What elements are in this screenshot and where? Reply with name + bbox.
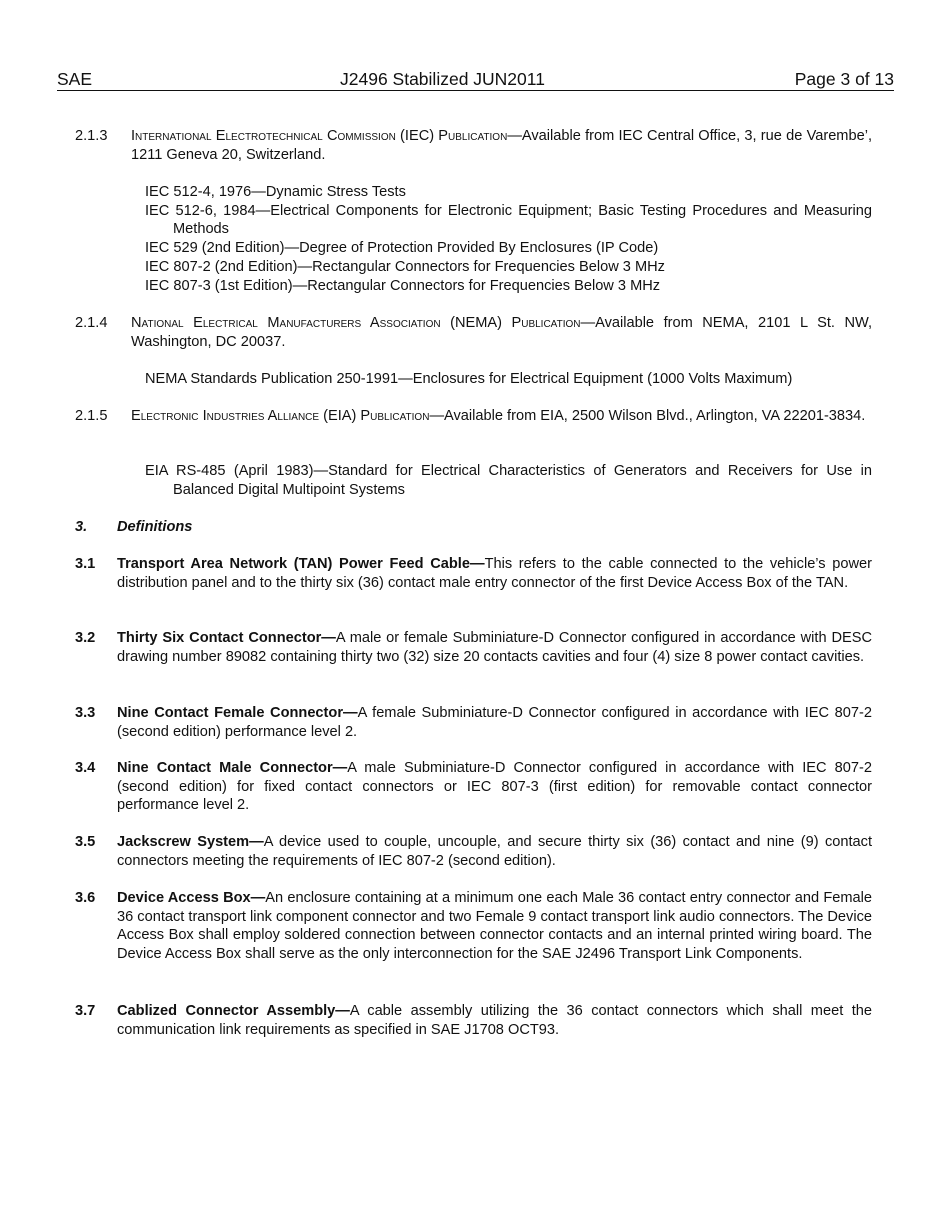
reference-item: IEC 512-6, 1984—Electrical Components for Electronic Equipment; Basic Testing Procedures and Measuring Methods (145, 202, 872, 238)
definition-description: A female Subminiature-D Connector configured in accordance with IEC 807-2 (second edition) performance level 2. (117, 705, 873, 740)
section-text (131, 407, 872, 426)
reference-list-eia (145, 462, 872, 499)
definition-text (117, 759, 872, 815)
header-page-number: Page 3 of 13 (794, 69, 894, 89)
availability-text: —Available from IEC Central Office, 3, rue de Varembe’, 1211 Geneva 20, Switzerland. (131, 128, 872, 163)
definition-number: 3.7 (75, 1003, 96, 1019)
publication-name: Electronic Industries Alliance (EIA) Publication (131, 408, 430, 424)
definition-term: Jackscrew System— (117, 834, 264, 850)
availability-text: —Available from EIA, 2500 Wilson Blvd., Arlington, VA 22201-3834. (429, 408, 866, 424)
definition-description: A cable assembly utilizing the 36 contact connectors which shall meet the communication link requirements as specified in SAE J1708 OCT93. (117, 1003, 872, 1038)
publication-name: International Electrotechnical Commission (IEC) Publication (131, 128, 508, 144)
definition-description: A device used to couple, uncouple, and secure thirty six (36) contact and nine (9) contact connectors meeting the requirements of IEC 807-2 (second edition). (117, 834, 872, 869)
section-text (131, 127, 872, 164)
definition-term: Cablized Connector Assembly— (117, 1003, 350, 1019)
definition-number: 3.5 (75, 834, 96, 850)
definitions-heading (75, 518, 193, 537)
definition-text (117, 833, 872, 870)
header-document-id: J2496 Stabilized JUN2011 (340, 69, 545, 89)
publication-name: National Electrical Manufacturers Association (NEMA) Publication (131, 315, 581, 331)
definition-text (117, 629, 872, 666)
reference-item: IEC 529 (2nd Edition)—Degree of Protection Provided By Enclosures (IP Code) (145, 240, 659, 257)
reference-list-iec (145, 183, 872, 295)
section-number: 2.1.4 (75, 315, 108, 331)
definition-description: This refers to the cable connected to the vehicle’s power distribution panel and to the thirty six (36) contact male entry connector of the first Device Access Box of the TAN. (117, 556, 872, 591)
definition-number: 3.4 (75, 760, 96, 776)
definition-text (117, 555, 872, 592)
definition-number: 3.6 (75, 890, 96, 906)
definition-term: Nine Contact Female Connector— (117, 705, 358, 721)
page-header (57, 68, 894, 91)
availability-text: —Available from NEMA, 2101 L St. NW, Washington, DC 20037. (131, 315, 873, 350)
reference-list-nema (145, 370, 872, 389)
heading-number: 3. (75, 519, 88, 535)
definition-text (117, 704, 872, 741)
definition-term: Device Access Box— (117, 890, 266, 906)
section-number: 2.1.5 (75, 408, 108, 424)
section-number: 2.1.3 (75, 128, 108, 144)
definition-number: 3.3 (75, 705, 96, 721)
definition-term: Nine Contact Male Connector— (117, 760, 348, 776)
definition-number: 3.2 (75, 630, 96, 646)
heading-title: Definitions (117, 519, 193, 535)
header-org: SAE (57, 69, 93, 89)
definition-description: An enclosure containing at a minimum one each Male 36 contact entry connector and Female 36 contact transport link component connector and two Female 9 contact transport link audio connectors. The Device Access Box shall employ soldered connection between connector contacts and an internal printed wiring board. The Device Access Box shall serve as the only interconnection for the SAE J2496 Transport Link Components. (117, 890, 873, 963)
section-text (131, 314, 872, 351)
definition-description: A male Subminiature-D Connector configured in accordance with IEC 807-2 (second edition) for fixed contact connectors or IEC 807-3 (first edition) for removable contact connector performance level 2. (117, 760, 872, 814)
definition-text (117, 1002, 872, 1039)
definition-term: Transport Area Network (TAN) Power Feed Cable— (117, 556, 485, 572)
definition-description: A male or female Subminiature-D Connector configured in accordance with DESC drawing number 89082 containing thirty two (32) size 20 contacts cavities and four (4) size 8 power contact cavities. (117, 630, 872, 665)
definition-term: Thirty Six Contact Connector— (117, 630, 336, 646)
reference-item: IEC 807-3 (1st Edition)—Rectangular Connectors for Frequencies Below 3 MHz (145, 277, 661, 294)
reference-item: NEMA Standards Publication 250-1991—Enclosures for Electrical Equipment (1000 Volts Maximum) (145, 371, 793, 387)
reference-item: IEC 807-2 (2nd Edition)—Rectangular Connectors for Frequencies Below 3 MHz (145, 258, 665, 275)
reference-item: IEC 512-4, 1976—Dynamic Stress Tests (145, 184, 406, 200)
reference-item: EIA RS-485 (April 1983)—Standard for Electrical Characteristics of Generators and Receivers for Use in Balanced Digital Multipoint Systems (145, 463, 872, 498)
definition-text (117, 889, 872, 964)
definition-number: 3.1 (75, 556, 96, 572)
